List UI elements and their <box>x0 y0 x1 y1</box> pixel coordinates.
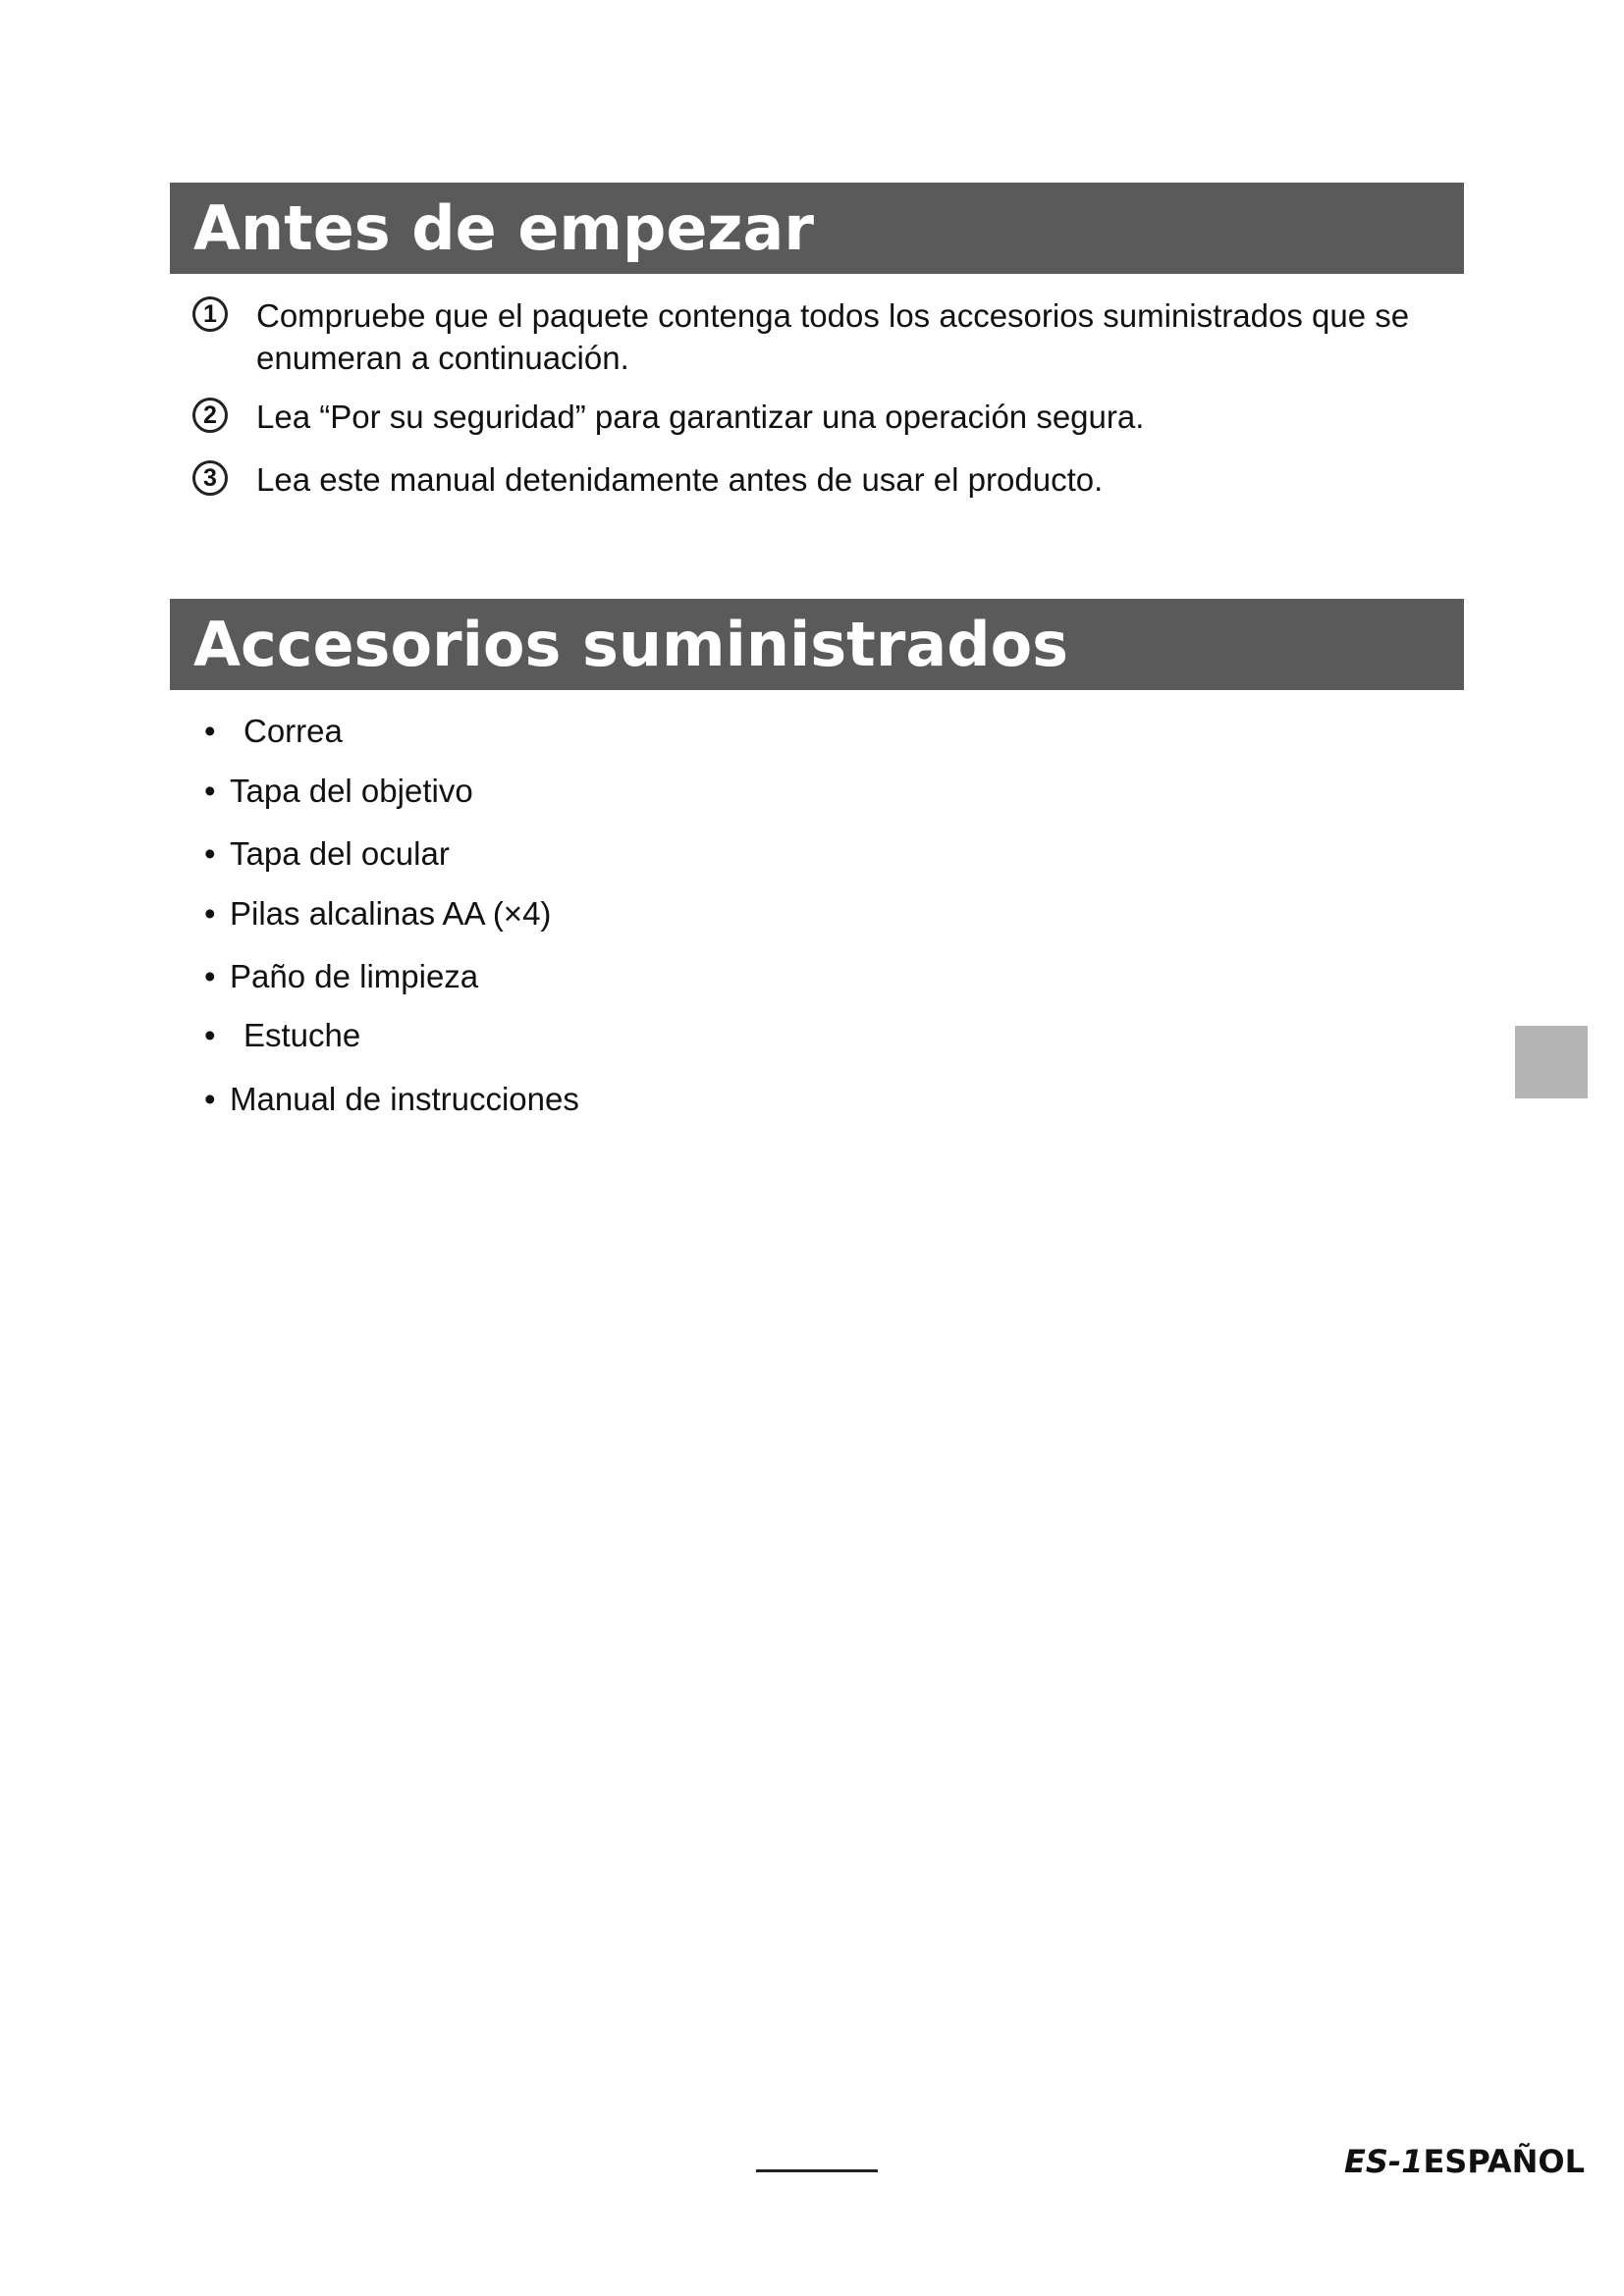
footer-page-label <box>1344 2142 1585 2181</box>
bullet-icon: • <box>204 958 216 994</box>
bullet-icon: • <box>204 835 216 872</box>
bullet-icon: • <box>204 1081 216 1117</box>
accessory-name: Estuche <box>244 1017 361 1053</box>
step-text: Lea este manual detenidamente antes de usar el producto. <box>256 461 1104 498</box>
bullet-icon: • <box>204 713 216 749</box>
step-number-circle: 2 <box>192 398 228 433</box>
accessory-name: Tapa del ocular <box>230 835 450 872</box>
accessory-name: Paño de limpieza <box>230 958 479 994</box>
step-text: Lea “Por su seguridad” para garantizar una operación segura. <box>256 399 1145 435</box>
step-number-circle: 1 <box>192 296 228 332</box>
accessory-name: Tapa del objetivo <box>230 773 473 809</box>
accessory-name: Pilas alcalinas AA (×4) <box>230 895 552 932</box>
step-text: Compruebe que el paquete contenga todos los accesorios suministrados que se enumeran a continuación. <box>256 297 1410 376</box>
step-number-circle: 3 <box>192 460 228 496</box>
bullet-icon: • <box>204 895 216 932</box>
page-number: ES-1 <box>1343 2143 1424 2180</box>
footer-rule <box>756 2169 878 2172</box>
accessory-name: Correa <box>244 713 343 749</box>
bullet-icon: • <box>204 773 216 809</box>
language-side-tab <box>1515 1026 1588 1098</box>
section-title-accesorios-suministrados: Accesorios suministrados <box>170 599 1464 690</box>
language-label: ESPAÑOL <box>1423 2143 1585 2180</box>
accessory-name: Manual de instrucciones <box>230 1081 579 1117</box>
section-title-antes-de-empezar: Antes de empezar <box>170 183 1464 274</box>
bullet-icon: • <box>204 1017 216 1053</box>
